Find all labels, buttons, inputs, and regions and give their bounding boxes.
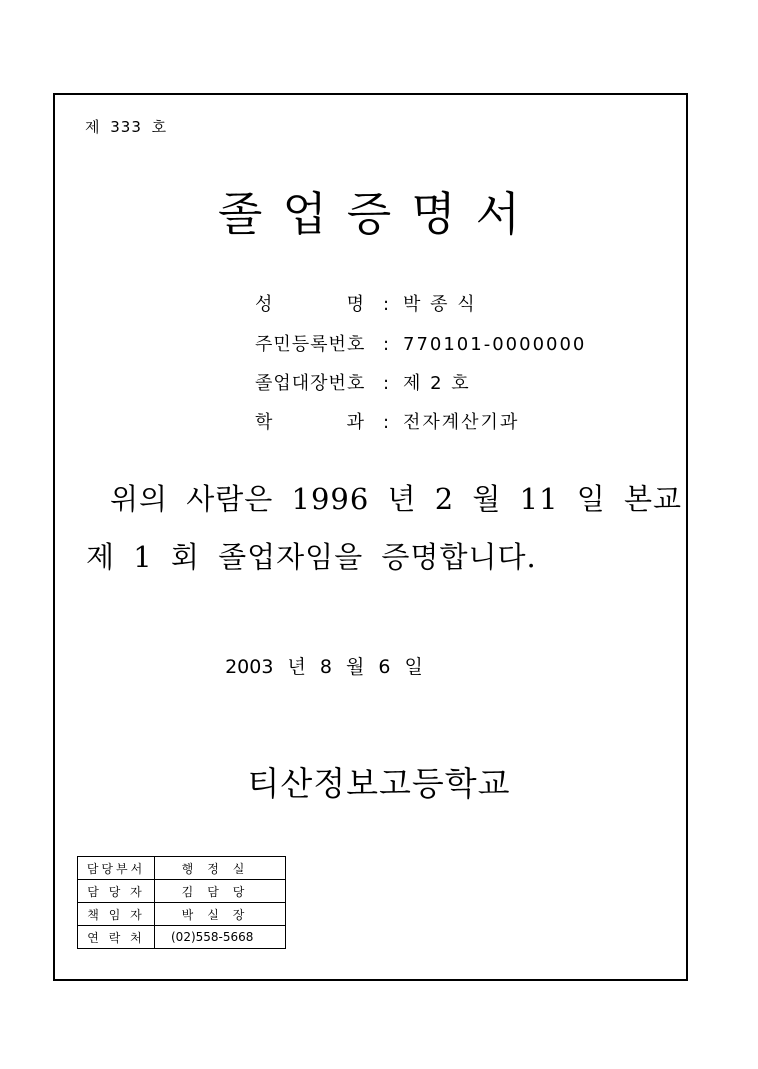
ledger-value: 제 2 호 — [403, 373, 471, 394]
certification-line-2: 제 1 회 졸업자임을 증명합니다. — [86, 540, 537, 574]
name-colon: : — [383, 294, 390, 315]
contact-table — [77, 856, 286, 949]
certification-line-1: 위의 사람은 1996 년 2 월 11 일 본교 — [110, 482, 683, 516]
name-label-last: 명 — [346, 294, 365, 315]
contact-key: 담당부서 — [78, 857, 155, 880]
contact-value: (02)558-5668 — [155, 926, 286, 949]
department-label-last: 과 — [346, 412, 365, 433]
info-row-ledger — [255, 371, 471, 397]
info-row-name — [255, 292, 477, 318]
contact-row-manager — [78, 903, 286, 926]
info-row-rrn — [255, 332, 586, 358]
issue-date: 2003 년 8 월 6 일 — [225, 656, 423, 678]
ledger-label: 졸업대장번호 — [255, 373, 366, 394]
contact-value: 박실장 — [155, 903, 286, 926]
rrn-colon: : — [383, 334, 390, 355]
document-title: 졸업증명서 — [217, 187, 541, 241]
department-value: 전자계산기과 — [403, 412, 520, 433]
contact-value: 김담당 — [155, 880, 286, 903]
contact-row-phone — [78, 926, 286, 949]
document-number: 제 333 호 — [85, 118, 168, 136]
info-row-department — [255, 410, 519, 436]
contact-value: 행정실 — [155, 857, 286, 880]
department-label — [255, 410, 383, 436]
contact-row-department — [78, 857, 286, 880]
school-name: 티산정보고등학교 — [247, 764, 511, 803]
name-label — [255, 292, 383, 318]
name-label-first: 성 — [255, 294, 274, 315]
rrn-value: 770101-0000000 — [403, 334, 587, 355]
department-label-first: 학 — [255, 412, 274, 433]
contact-key: 담 당 자 — [78, 880, 155, 903]
rrn-label: 주민등록번호 — [255, 334, 366, 355]
ledger-colon: : — [383, 373, 390, 394]
department-colon: : — [383, 412, 390, 433]
contact-key: 책 임 자 — [78, 903, 155, 926]
name-value: 박 종 식 — [403, 294, 477, 315]
contact-key: 연 락 처 — [78, 926, 155, 949]
contact-row-staff — [78, 880, 286, 903]
